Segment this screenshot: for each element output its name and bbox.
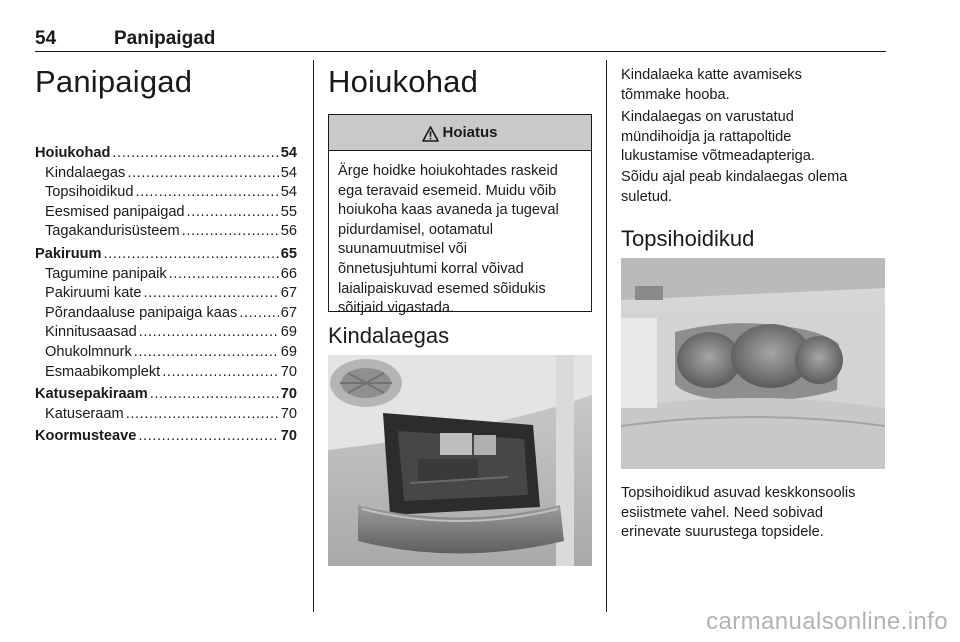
toc-entry[interactable]: Esmaabikomplekt ..... 70 — [35, 363, 297, 383]
toc-entry[interactable]: Kinnitusaasad ..... 69 — [35, 323, 297, 343]
toc-entry[interactable]: Eesmised panipaigad ..... 55 — [35, 203, 297, 223]
paragraph: Kindalaeka katte avamiseks tõmmake hooba. — [621, 67, 802, 103]
toc-entry[interactable]: Pakiruum ..... 65 — [35, 245, 297, 265]
toc-entry[interactable]: Kindalaegas ..... 54 — [35, 164, 297, 184]
photo-caption: Topsihoidikud asuvad keskkonsoolis esiistmete vahel. Need sobivad erinevate suurustega topsidele. — [621, 485, 856, 541]
table-of-contents — [35, 144, 297, 447]
toc-entry[interactable]: Põrandaaluse panipaiga kaas ..... 67 — [35, 304, 297, 324]
running-title: Panipaigad — [114, 28, 216, 49]
glovebox-photo — [328, 355, 592, 566]
page-header — [35, 28, 886, 50]
warning-text: Ärge hoidke hoiukohtades raskeid ega teravaid esemeid. Muidu võib hoiukoha kaas avaneda ja tugeval pidurdamisel, ootamatul suunamuutmisel või õnnetusjuhtumi korral võivad laialipaiskuvad esemed sõidukis sõitjaid vigastada. — [338, 163, 559, 317]
toc-entry[interactable]: Hoiukohad ..... 54 — [35, 144, 297, 164]
warning-box — [328, 114, 592, 317]
chapter-title: Panipaigad — [35, 64, 193, 99]
cupholder-photo — [621, 258, 885, 469]
paragraph: Sõidu ajal peab kindalaegas olema suletud. — [621, 169, 848, 205]
watermark: carmanualsonline.info — [706, 608, 948, 635]
toc-entry[interactable]: Topsihoidikud ..... 54 — [35, 183, 297, 203]
toc-entry[interactable]: Ohukolmnurk ..... 69 — [35, 343, 297, 363]
warning-heading-text: Hoiatus — [442, 124, 498, 141]
toc-entry[interactable]: Koormusteave ..... 70 — [35, 427, 297, 447]
section-title-hoiukohad: Hoiukohad — [328, 64, 479, 99]
toc-entry[interactable]: Katusepakiraam ..... 70 — [35, 385, 297, 405]
warning-triangle-icon — [422, 126, 439, 142]
toc-entry[interactable]: Tagumine panipaik ..... 66 — [35, 265, 297, 285]
toc-entry[interactable]: Tagakandurisüsteem ..... 56 — [35, 222, 297, 242]
column-divider-2 — [606, 60, 607, 612]
warning-heading — [329, 115, 591, 151]
paragraph: Kindalaegas on varustatud mündihoidja ja rattapoltide lukustamise võtmeadapteriga. — [621, 109, 815, 165]
column-divider-1 — [313, 60, 314, 612]
section-title-kindalaegas: Kindalaegas — [328, 323, 450, 348]
page-number: 54 — [35, 28, 57, 49]
section-title-topsihoidikud: Topsihoidikud — [621, 226, 755, 251]
header-rule — [35, 51, 886, 52]
toc-entry[interactable]: Pakiruumi kate ..... 67 — [35, 284, 297, 304]
toc-entry[interactable]: Katuseraam ..... 70 — [35, 405, 297, 425]
